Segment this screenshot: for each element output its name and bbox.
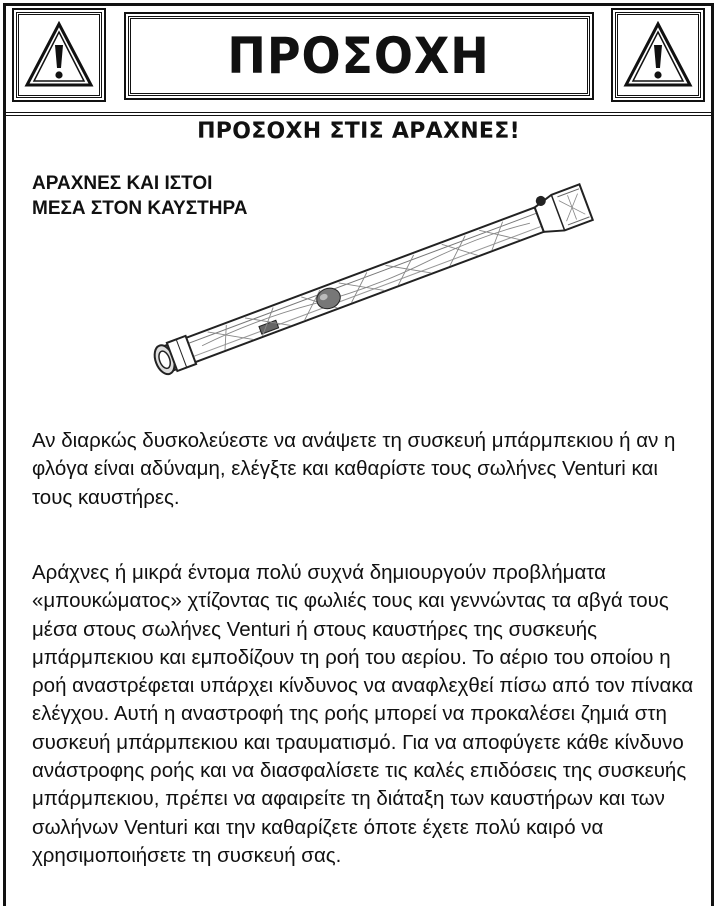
warning-header [6,6,711,116]
caption-line-2: ΜΕΣΑ ΣΤΟΝ ΚΑΥΣΤΗΡΑ [32,198,248,219]
warning-title-box [128,16,590,96]
paragraph-2: Αράχνες ή μικρά έντομα πολύ συχνά δημιουργούν προβλήματα «μπουκώματος» χτίζοντας τις φωλιές τους και γεννώντας τα αβγά τους μέσα στους σωλήνες Venturi ή στους καυστήρες της συσκευής μπάρμπεκιου και εμποδίζουν τη ροή του αερίου. Το αέριο του οποίου η ροή αναστρέφεται υπάρχει κίνδυνος να αναφλεχθεί πίσω από τον πίνακα ελέγχου. Αυτή η αναστροφή της ροής μπορεί να προκαλέσει ζημιά στη συσκευή μπάρμπεκιου και τραυματισμό. Για να αποφύγετε κάθε κίνδυνο ανάστροφης ροής και να διασφαλίσετε τις καλές επιδόσεις της συσκευής μπάρμπεκιου, πρέπει να αφαιρείτε τη διάταξη των καυστήρων και των σωλήνων Venturi και την καθαρίζετε όποτε έχετε πολύ καιρό να χρησιμοποιήσετε τη συσκευή σας. [32,561,694,867]
caption-line-1: ΑΡΑΧΝΕΣ ΚΑΙ ΙΣΤΟΙ [32,173,213,194]
burner-tube-illustration [130,180,620,385]
subtitle: ΠΡΟΣΟΧΗ ΣΤΙΣ ΑΡΑΧΝΕΣ! [197,119,520,144]
warning-triangle-icon [16,12,102,98]
paragraph-1: Αν διαρκώς δυσκολεύεστε να ανάψετε τη συσκευή μπάρμπεκιου ή αν η φλόγα είναι αδύναμη, ελέγξτε και καθαρίστε τους σωλήνες Venturi και τους καυστήρες. [32,429,676,509]
page-title: ΠΡΟΣΟΧΗ [227,27,491,85]
warning-triangle-icon [615,12,701,98]
